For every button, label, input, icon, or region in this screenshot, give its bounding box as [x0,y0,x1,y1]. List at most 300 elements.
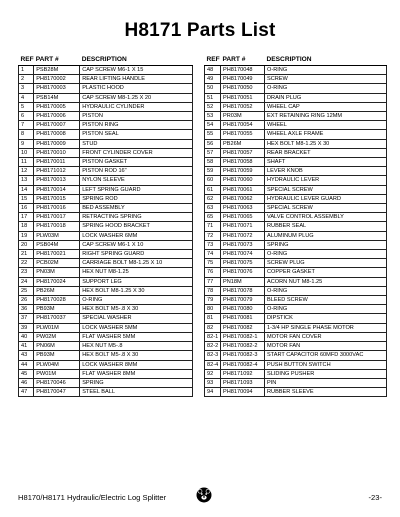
cell-part-number: PH8170071 [221,222,265,231]
cell-description: DRAIN PLUG [265,93,387,102]
cell-part-number: PH8170046 [34,378,80,387]
cell-ref: 82-1 [205,332,221,341]
cell-ref: 82-2 [205,342,221,351]
cell-part-number: PH8170009 [34,139,80,148]
cell-description: O-RING [265,250,387,259]
cell-part-number: PH8170048 [221,66,265,75]
table-header-row [205,55,387,66]
table-row [19,323,193,332]
table-row [205,176,387,185]
cell-ref: 77 [205,277,221,286]
cell-description: CAP SCREW M8-1.25 X 20 [80,93,193,102]
table-row [19,250,193,259]
cell-ref: 37 [19,314,34,323]
cell-description: O-RING [80,296,193,305]
table-row [19,277,193,286]
table-row [205,259,387,268]
cell-ref: 82-3 [205,351,221,360]
table-row [205,139,387,148]
cell-ref: 40 [19,332,34,341]
cell-description: HEX BOLT M8-1.25 X 30 [265,139,387,148]
footer-manual-title: H8170/H8171 Hydraulic/Electric Log Splitter [18,493,167,502]
table-row [205,66,387,75]
cell-part-number: PH8171012 [34,167,80,176]
cell-part-number: PH8170054 [221,121,265,130]
cell-description: HEX BOLT M5-.8 X 30 [80,305,193,314]
cell-ref: 75 [205,259,221,268]
table-row [19,213,193,222]
table-row [205,360,387,369]
cell-ref: 44 [19,360,34,369]
cell-description: LEVER KNOB [265,167,387,176]
table-row [205,102,387,111]
grizzly-bear-logo-icon [196,487,212,503]
table-row [205,286,387,295]
cell-description: O-RING [265,305,387,314]
cell-ref: 23 [19,268,34,277]
table-row [205,222,387,231]
cell-description: HEX BOLT M8-1.25 X 30 [80,286,193,295]
cell-part-number: PB93M [34,305,80,314]
cell-description: O-RING [265,84,387,93]
cell-part-number: PH8170051 [221,93,265,102]
table-row [205,130,387,139]
cell-part-number: PH8170017 [34,213,80,222]
cell-description: SPECIAL WASHER [80,314,193,323]
cell-part-number: PH8170079 [221,296,265,305]
table-row [19,268,193,277]
cell-description: WHEEL AXLE FRAME [265,130,387,139]
cell-ref: 53 [205,112,221,121]
table-row [205,231,387,240]
table-row [19,121,193,130]
cell-ref: 14 [19,185,34,194]
table-row [205,213,387,222]
table-row [19,204,193,213]
cell-part-number: PH8170006 [34,112,80,121]
cell-part-number: PH8171093 [221,378,265,387]
cell-part-number: PH8170063 [221,204,265,213]
cell-description: SPECIAL SCREW [265,185,387,194]
cell-description: PISTON SEAL [80,130,193,139]
cell-description: SCREW PLUG [265,259,387,268]
cell-description: SPRING [80,378,193,387]
parts-table-right-body [205,66,387,397]
cell-ref: 82 [205,323,221,332]
cell-ref: 65 [205,213,221,222]
table-row [205,75,387,84]
cell-part-number: PH8170047 [34,388,80,397]
cell-ref: 57 [205,148,221,157]
cell-description: LOCK WASHER 5MM [80,323,193,332]
cell-description: START CAPACITOR 60MFD 3000VAC [265,351,387,360]
cell-ref: 79 [205,296,221,305]
table-row [19,342,193,351]
table-row [205,378,387,387]
cell-part-number: PH8170057 [221,148,265,157]
cell-ref: 46 [19,378,34,387]
cell-ref: 41 [19,342,34,351]
table-row [205,268,387,277]
header-ref: REF [19,55,34,66]
cell-ref: 2 [19,75,34,84]
cell-description: ACORN NUT M8-1.25 [265,277,387,286]
cell-ref: 73 [205,240,221,249]
table-row [19,286,193,295]
cell-part-number: PR03M [221,112,265,121]
cell-description: FLAT WASHER 5MM [80,332,193,341]
cell-part-number: PH8170013 [34,176,80,185]
table-row [205,158,387,167]
cell-ref: 13 [19,176,34,185]
cell-description: LEFT SPRING GUARD [80,185,193,194]
cell-ref: 26 [19,296,34,305]
cell-description: ALUMINUM PLUG [265,231,387,240]
cell-description: PISTON GASKET [80,158,193,167]
cell-part-number: PH8170065 [221,213,265,222]
cell-part-number: PSB28M [34,66,80,75]
header-description: DESCRIPTION [80,55,193,66]
cell-description: MOTOR FAN COVER [265,332,387,341]
cell-ref: 22 [19,259,34,268]
cell-ref: 52 [205,102,221,111]
cell-ref: 19 [19,231,34,240]
cell-ref: 62 [205,194,221,203]
cell-part-number: PH8170024 [34,277,80,286]
cell-ref: 50 [205,84,221,93]
table-row [205,323,387,332]
cell-part-number: PH8170052 [221,102,265,111]
cell-description: LOCK WASHER 8MM [80,360,193,369]
cell-ref: 55 [205,130,221,139]
cell-description: SUPPORT LEG [80,277,193,286]
cell-ref: 43 [19,351,34,360]
cell-ref: 58 [205,158,221,167]
cell-description: RIGHT SPRING GUARD [80,250,193,259]
table-row [19,314,193,323]
parts-table-left [18,55,193,397]
cell-description: RUBBER SEAL [265,222,387,231]
cell-ref: 81 [205,314,221,323]
table-row [19,148,193,157]
cell-description: BLEED SCREW [265,296,387,305]
cell-part-number: PH8170008 [34,130,80,139]
table-row [19,360,193,369]
cell-ref: 56 [205,139,221,148]
cell-part-number: PH8170049 [221,75,265,84]
table-row [205,305,387,314]
table-row [19,305,193,314]
cell-ref: 82-4 [205,360,221,369]
cell-part-number: PW02M [34,332,80,341]
page-number: -23- [368,493,382,502]
cell-description: SPRING ROD [80,194,193,203]
cell-part-number: PLW01M [34,323,80,332]
table-row [19,388,193,397]
cell-ref: 18 [19,222,34,231]
table-row [205,342,387,351]
cell-ref: 20 [19,240,34,249]
table-row [205,121,387,130]
cell-description: WHEEL CAP [265,102,387,111]
table-row [205,240,387,249]
cell-part-number: PH8170080 [221,305,265,314]
cell-description: SCREW [265,75,387,84]
cell-part-number: PH8170094 [221,388,265,397]
cell-description: PIN [265,378,387,387]
cell-part-number: PH8170073 [221,240,265,249]
cell-description: O-RING [265,66,387,75]
table-row [205,296,387,305]
cell-description: REAR BRACKET [265,148,387,157]
cell-ref: 80 [205,305,221,314]
cell-description: HEX BOLT M5-.8 X 30 [80,351,193,360]
cell-ref: 72 [205,231,221,240]
cell-part-number: PB26M [34,286,80,295]
cell-part-number: PN03M [34,268,80,277]
cell-ref: 7 [19,121,34,130]
table-row [19,112,193,121]
cell-description: CAP SCREW M6-1 X 10 [80,240,193,249]
table-row [19,84,193,93]
cell-ref: 39 [19,323,34,332]
cell-part-number: PH8170021 [34,250,80,259]
table-row [19,259,193,268]
cell-part-number: PSB04M [34,240,80,249]
table-row [205,148,387,157]
parts-table-right [204,55,387,397]
cell-ref: 4 [19,93,34,102]
table-row [19,222,193,231]
table-row [205,250,387,259]
cell-part-number: PH8170015 [34,194,80,203]
cell-ref: 47 [19,388,34,397]
cell-description: HEX NUT M5-.8 [80,342,193,351]
table-row [205,332,387,341]
cell-description: NYLON SLEEVE [80,176,193,185]
cell-part-number: PH8170082-4 [221,360,265,369]
cell-ref: 21 [19,250,34,259]
table-row [19,102,193,111]
header-part: PART # [34,55,80,66]
cell-ref: 17 [19,213,34,222]
cell-ref: 48 [205,66,221,75]
cell-ref: 71 [205,222,221,231]
cell-part-number: PH8170018 [34,222,80,231]
cell-part-number: PSB14M [34,93,80,102]
table-row [19,378,193,387]
cell-description: 1-3/4 HP SINGLE PHASE MOTOR [265,323,387,332]
cell-part-number: PN18M [221,277,265,286]
cell-ref: 6 [19,112,34,121]
cell-description: COPPER GASKET [265,268,387,277]
table-header-row [19,55,193,66]
header-ref: REF [205,55,221,66]
cell-part-number: PH8170078 [221,286,265,295]
table-row [205,277,387,286]
cell-description: HYDRAULIC CYLINDER [80,102,193,111]
cell-ref: 36 [19,305,34,314]
table-row [205,112,387,121]
cell-part-number: PH8170005 [34,102,80,111]
cell-ref: 15 [19,194,34,203]
table-row [205,351,387,360]
table-row [205,204,387,213]
table-row [19,185,193,194]
table-row [19,176,193,185]
cell-description: STUD [80,139,193,148]
cell-description: STEEL BALL [80,388,193,397]
table-row [19,332,193,341]
cell-part-number: PH8170062 [221,194,265,203]
cell-part-number: PB93M [34,351,80,360]
table-row [19,296,193,305]
cell-part-number: PH8170058 [221,158,265,167]
cell-ref: 51 [205,93,221,102]
cell-part-number: PH8170082-2 [221,342,265,351]
cell-description: RUBBER SLEEVE [265,388,387,397]
table-row [19,75,193,84]
cell-part-number: PH8170082-3 [221,351,265,360]
cell-description: SPECIAL SCREW [265,204,387,213]
cell-ref: 49 [205,75,221,84]
cell-description: HEX NUT M8-1.25 [80,268,193,277]
cell-part-number: PH8170076 [221,268,265,277]
cell-ref: 92 [205,369,221,378]
cell-description: VALVE CONTROL ASSEMBLY [265,213,387,222]
table-row [205,167,387,176]
cell-description: SLIDING PUSHER [265,369,387,378]
cell-ref: 63 [205,204,221,213]
cell-description: PLASTIC HOOD [80,84,193,93]
cell-part-number: PH8170082-1 [221,332,265,341]
cell-description: CAP SCREW M6-1 X 15 [80,66,193,75]
parts-table-left-body [19,66,193,397]
cell-part-number: PH8170050 [221,84,265,93]
cell-ref: 10 [19,148,34,157]
cell-description: LOCK WASHER 6MM [80,231,193,240]
cell-part-number: PN06M [34,342,80,351]
header-description: DESCRIPTION [265,55,387,66]
table-row [19,231,193,240]
cell-description: PISTON ROD 16" [80,167,193,176]
cell-ref: 61 [205,185,221,194]
cell-part-number: PH8170007 [34,121,80,130]
cell-ref: 60 [205,176,221,185]
cell-ref: 94 [205,388,221,397]
cell-description: EXT RETAINING RING 12MM [265,112,387,121]
cell-part-number: PCB02M [34,259,80,268]
cell-part-number: PH8170072 [221,231,265,240]
cell-ref: 45 [19,369,34,378]
table-row [19,194,193,203]
cell-ref: 76 [205,268,221,277]
cell-description: FLAT WASHER 8MM [80,369,193,378]
header-part: PART # [221,55,265,66]
table-row [19,351,193,360]
table-row [19,167,193,176]
cell-part-number: PH8171092 [221,369,265,378]
table-row [19,130,193,139]
cell-ref: 24 [19,277,34,286]
table-row [19,93,193,102]
table-row [205,84,387,93]
cell-description: SPRING [265,240,387,249]
cell-ref: 3 [19,84,34,93]
cell-part-number: PW01M [34,369,80,378]
cell-ref: 5 [19,102,34,111]
cell-part-number: PH8170059 [221,167,265,176]
cell-part-number: PLW03M [34,231,80,240]
table-row [19,158,193,167]
cell-description: CARRIAGE BOLT M8-1.25 X 10 [80,259,193,268]
table-row [205,93,387,102]
table-row [205,388,387,397]
table-row [19,240,193,249]
table-row [19,66,193,75]
cell-part-number: PLW04M [34,360,80,369]
cell-description: PUSH BUTTON SWITCH [265,360,387,369]
cell-part-number: PH8170037 [34,314,80,323]
cell-ref: 93 [205,378,221,387]
cell-part-number: PH8170002 [34,75,80,84]
cell-part-number: PH8170061 [221,185,265,194]
cell-description: PISTON RING [80,121,193,130]
cell-description: O-RING [265,286,387,295]
cell-ref: 12 [19,167,34,176]
cell-ref: 59 [205,167,221,176]
table-row [205,369,387,378]
cell-ref: 78 [205,286,221,295]
table-row [205,314,387,323]
cell-description: REAR LIFTING HANDLE [80,75,193,84]
cell-description: PISTON [80,112,193,121]
table-row [205,194,387,203]
table-row [205,185,387,194]
cell-description: HYDRAULIC LEVER [265,176,387,185]
cell-description: FRONT CYLINDER COVER [80,148,193,157]
cell-description: MOTOR FAN [265,342,387,351]
cell-description: SPRING HOOD BRACKET [80,222,193,231]
cell-part-number: PH8170082 [221,323,265,332]
cell-description: DIPSTICK [265,314,387,323]
table-row [19,369,193,378]
cell-part-number: PH8170016 [34,204,80,213]
cell-part-number: PB26M [221,139,265,148]
cell-ref: 8 [19,130,34,139]
cell-ref: 16 [19,204,34,213]
cell-part-number: PH8170011 [34,158,80,167]
cell-part-number: PH8170028 [34,296,80,305]
cell-part-number: PH8170010 [34,148,80,157]
cell-part-number: PH8170060 [221,176,265,185]
cell-ref: 25 [19,286,34,295]
cell-ref: 11 [19,158,34,167]
cell-description: HYDRAULIC LEVER GUARD [265,194,387,203]
cell-ref: 9 [19,139,34,148]
cell-description: BED ASSEMBLY [80,204,193,213]
cell-ref: 1 [19,66,34,75]
cell-part-number: PH8170014 [34,185,80,194]
table-row [19,139,193,148]
cell-description: WHEEL [265,121,387,130]
cell-part-number: PH8170074 [221,250,265,259]
cell-part-number: PH8170055 [221,130,265,139]
cell-description: SHAFT [265,158,387,167]
cell-part-number: PH8170081 [221,314,265,323]
page-title: H8171 Parts List [124,20,276,41]
cell-part-number: PH8170075 [221,259,265,268]
